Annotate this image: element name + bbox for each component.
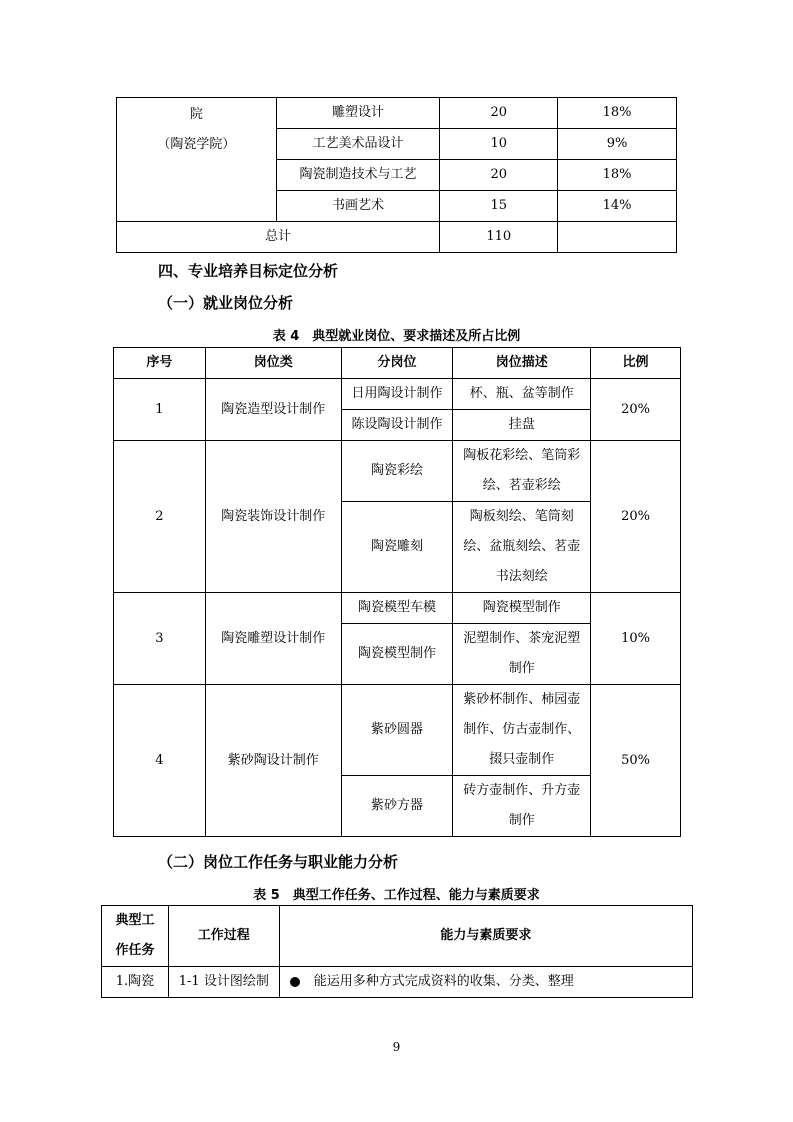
pct-cell: 18%: [558, 98, 677, 129]
sub-post: 日用陶设计制作: [341, 379, 453, 410]
job-category: 陶瓷造型设计制作: [205, 379, 341, 441]
ratio-cell: 50%: [591, 685, 681, 837]
jobs-table: [113, 347, 681, 837]
college-line-2: （陶瓷学院）: [157, 137, 236, 152]
post-description: 杯、瓶、盆等制作: [453, 379, 591, 410]
table-row: [117, 98, 677, 129]
sub-post: 陈设陶设计制作: [341, 410, 453, 441]
ability-text: 能运用多种方式完成资料的收集、分类、整理: [313, 974, 574, 989]
col-header-category: 岗位类: [205, 348, 341, 379]
post-description: 挂盘: [453, 410, 591, 441]
col-header-process: 工作过程: [168, 906, 279, 967]
pct-cell: 9%: [558, 129, 677, 160]
table-header-row: [114, 348, 681, 379]
sub-post: 陶瓷彩绘: [341, 441, 453, 502]
major-cell: 书画艺术: [276, 191, 440, 222]
total-label: 总计: [117, 222, 440, 253]
page-number: 9: [392, 1040, 401, 1054]
process-cell: 1-1 设计图绘制: [168, 967, 279, 998]
table-header-row: [102, 906, 693, 967]
job-category: 紫砂陶设计制作: [205, 685, 341, 837]
post-description: 紫砂杯制作、柿园壶 制作、仿古壶制作、 掇只壶制作: [453, 685, 591, 776]
row-number: 4: [114, 685, 206, 837]
table5-caption: 表 5 典型工作任务、工作过程、能力与素质要求: [253, 888, 540, 903]
table-row-total: [117, 222, 677, 253]
bullet-icon: [290, 977, 300, 987]
post-description: 泥塑制作、茶宠泥塑 制作: [453, 624, 591, 685]
table-row: [102, 967, 693, 998]
table-row: [114, 379, 681, 410]
college-line-1: 院: [189, 107, 203, 122]
pct-cell: 14%: [558, 191, 677, 222]
table-row: [114, 441, 681, 502]
subsection-heading: （一）就业岗位分析: [158, 294, 294, 312]
row-number: 2: [114, 441, 206, 593]
job-category: 陶瓷雕塑设计制作: [205, 593, 341, 685]
ratio-cell: 20%: [591, 441, 681, 593]
tasks-table: [101, 905, 693, 998]
col-header-subpost: 分岗位: [341, 348, 453, 379]
sub-post: 陶瓷模型车模: [341, 593, 453, 624]
table4-caption: 表 4 典型就业岗位、要求描述及所占比例: [272, 329, 521, 344]
enrollment-table: [116, 97, 677, 253]
post-description: 砖方壶制作、升方壶 制作: [453, 776, 591, 837]
table-row: [114, 685, 681, 776]
college-cell: [117, 98, 277, 222]
col-header-description: 岗位描述: [453, 348, 591, 379]
job-category: 陶瓷装饰设计制作: [205, 441, 341, 593]
subsection-heading: （二）岗位工作任务与职业能力分析: [158, 853, 399, 871]
ability-cell: [279, 967, 692, 998]
post-description: 陶瓷模型制作: [453, 593, 591, 624]
major-cell: 陶瓷制造技术与工艺: [276, 160, 440, 191]
major-cell: 工艺美术品设计: [276, 129, 440, 160]
row-number: 3: [114, 593, 206, 685]
sub-post: 陶瓷模型制作: [341, 624, 453, 685]
task-cell: 1.陶瓷: [102, 967, 169, 998]
ratio-cell: 10%: [591, 593, 681, 685]
table-row: [114, 593, 681, 624]
section-heading: 四、专业培养目标定位分析: [158, 262, 339, 280]
count-cell: 20: [440, 98, 558, 129]
row-number: 1: [114, 379, 206, 441]
sub-post: 陶瓷雕刻: [341, 502, 453, 593]
col-header-no: 序号: [114, 348, 206, 379]
post-description: 陶板刻绘、笔筒刻 绘、盆瓶刻绘、茗壶 书法刻绘: [453, 502, 591, 593]
pct-cell: 18%: [558, 160, 677, 191]
col-header-task: 典型工 作任务: [102, 906, 169, 967]
sub-post: 紫砂方器: [341, 776, 453, 837]
count-cell: 10: [440, 129, 558, 160]
total-value: 110: [440, 222, 558, 253]
post-description: 陶板花彩绘、笔筒彩 绘、茗壶彩绘: [453, 441, 591, 502]
total-pct: [558, 222, 677, 253]
sub-post: 紫砂圆器: [341, 685, 453, 776]
count-cell: 15: [440, 191, 558, 222]
col-header-ratio: 比例: [591, 348, 681, 379]
col-header-ability: 能力与素质要求: [279, 906, 692, 967]
count-cell: 20: [440, 160, 558, 191]
major-cell: 雕塑设计: [276, 98, 440, 129]
ratio-cell: 20%: [591, 379, 681, 441]
